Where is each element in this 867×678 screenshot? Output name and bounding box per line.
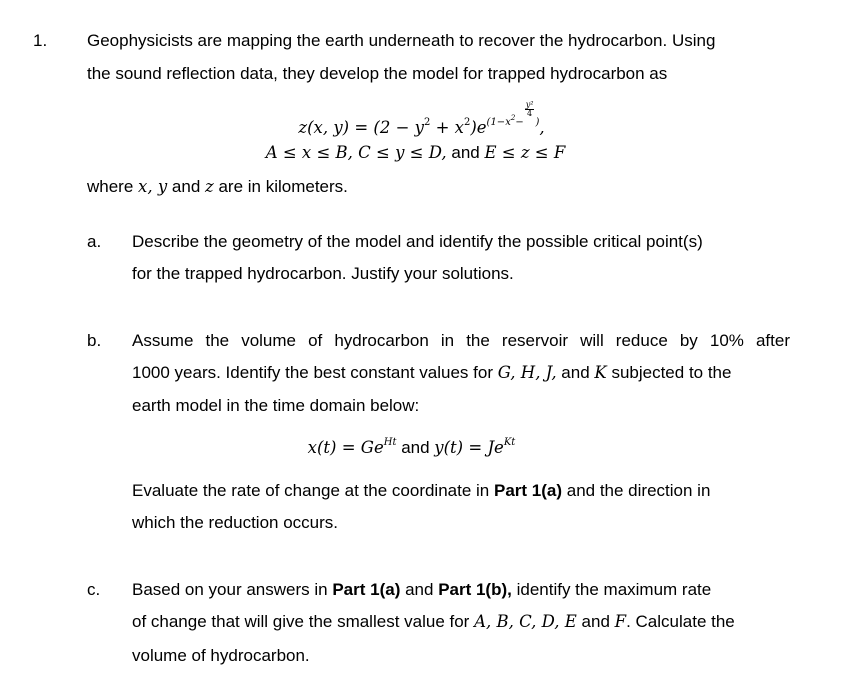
part-c-bound-f: F	[614, 612, 627, 631]
equation-z-exponent	[486, 100, 540, 128]
equation-bounds	[0, 143, 849, 163]
where-z: z	[205, 177, 214, 196]
part-b-label: b.	[87, 331, 102, 350]
exponent-fraction	[525, 101, 535, 118]
bounds-xy: A ≤ x ≤ B, C ≤ y ≤ D,	[265, 143, 447, 162]
equation-z-rhs: )e	[470, 118, 487, 137]
units-note	[87, 177, 348, 197]
part-c-line-1	[132, 580, 711, 600]
part-c-label: c.	[87, 580, 101, 599]
bounds-and: and	[446, 143, 485, 162]
part-c-ref-part-1b: Part 1(b),	[438, 580, 512, 599]
equation-z-sq2: 2	[463, 117, 471, 128]
equation-y-exponent: Kt	[503, 437, 516, 448]
part-b-line-2-pre: 1000 years. Identify the best constant values for	[132, 363, 498, 382]
part-b-line-5: which the reduction occurs.	[132, 513, 338, 532]
part-a-line-1: Describe the geometry of the model and identify the possible critical point(s)	[132, 232, 703, 251]
part-b-line-4-pre: Evaluate the rate of change at the coordinate in	[132, 481, 494, 500]
exponent-minus: −	[515, 117, 524, 128]
part-b-line-2	[132, 363, 731, 383]
exponent-post: )	[535, 117, 540, 128]
question-number: 1.	[33, 31, 48, 50]
equation-x-t: x(t) = Ge	[307, 438, 384, 457]
part-b-line-3: earth model in the time domain below:	[132, 396, 420, 415]
part-b-line-2-post: subjected to the	[606, 363, 732, 382]
where-and: and	[171, 177, 201, 196]
intro-line-1: Geophysicists are mapping the earth underneath to recover the hydrocarbon. Using	[87, 31, 716, 50]
part-a-line-2: for the trapped hydrocarbon. Justify your solutions.	[132, 264, 514, 283]
exponent-pre: (1−x	[486, 117, 511, 128]
part-a-label: a.	[87, 232, 102, 251]
part-c-line-2-post: . Calculate the	[626, 612, 735, 631]
equation-z-sq1: 2	[423, 117, 431, 128]
part-c-line-2	[132, 612, 735, 632]
part-b-ref-part-1a: Part 1(a)	[493, 481, 563, 500]
intro-line-2: the sound reflection data, they develop the model for trapped hydrocarbon as	[87, 64, 668, 83]
bounds-z: E ≤ z ≤ F	[484, 143, 566, 162]
equation-z-mid: + x	[430, 118, 464, 137]
equation-time-and: and	[396, 438, 435, 457]
where-vars: x, y	[138, 177, 168, 196]
part-c-line-1-pre: Based on your answers in	[132, 580, 333, 599]
part-b-line-4	[132, 481, 710, 501]
equation-y-t: y(t) = Je	[434, 438, 504, 457]
exponent-sq: 2	[510, 114, 516, 122]
part-c-line-2-pre: of change that will give the smallest value for	[132, 612, 475, 631]
part-b-and: and	[556, 363, 595, 382]
part-c-and-2: and	[576, 612, 615, 631]
part-b-line-4-post: and the direction in	[562, 481, 711, 500]
part-c-line-1-post: identify the maximum rate	[511, 580, 712, 599]
where-post: are in kilometers.	[218, 177, 348, 196]
equation-x-exponent: Ht	[383, 437, 397, 448]
part-c-line-3: volume of hydrocarbon.	[132, 646, 310, 665]
equation-z-lhs: z(x, y) = (2 − y	[298, 118, 424, 137]
part-c-ref-part-1a: Part 1(a)	[332, 580, 401, 599]
part-c-bounds-vars: A, B, C, D, E	[474, 612, 577, 631]
part-b-line-1: Assume the volume of hydrocarbon in the reservoir will reduce by 10% after	[132, 331, 790, 350]
where-pre: where	[87, 177, 134, 196]
fraction-denominator: 4	[527, 109, 533, 118]
fraction-numerator: y²	[525, 100, 534, 109]
part-b-constant-k: K	[594, 363, 607, 382]
equation-z-trail: ,	[539, 118, 545, 137]
part-b-constants: G, H, J,	[497, 363, 557, 382]
equation-time-domain	[0, 438, 845, 458]
equation-z	[0, 101, 855, 138]
part-c-and-1: and	[400, 580, 439, 599]
